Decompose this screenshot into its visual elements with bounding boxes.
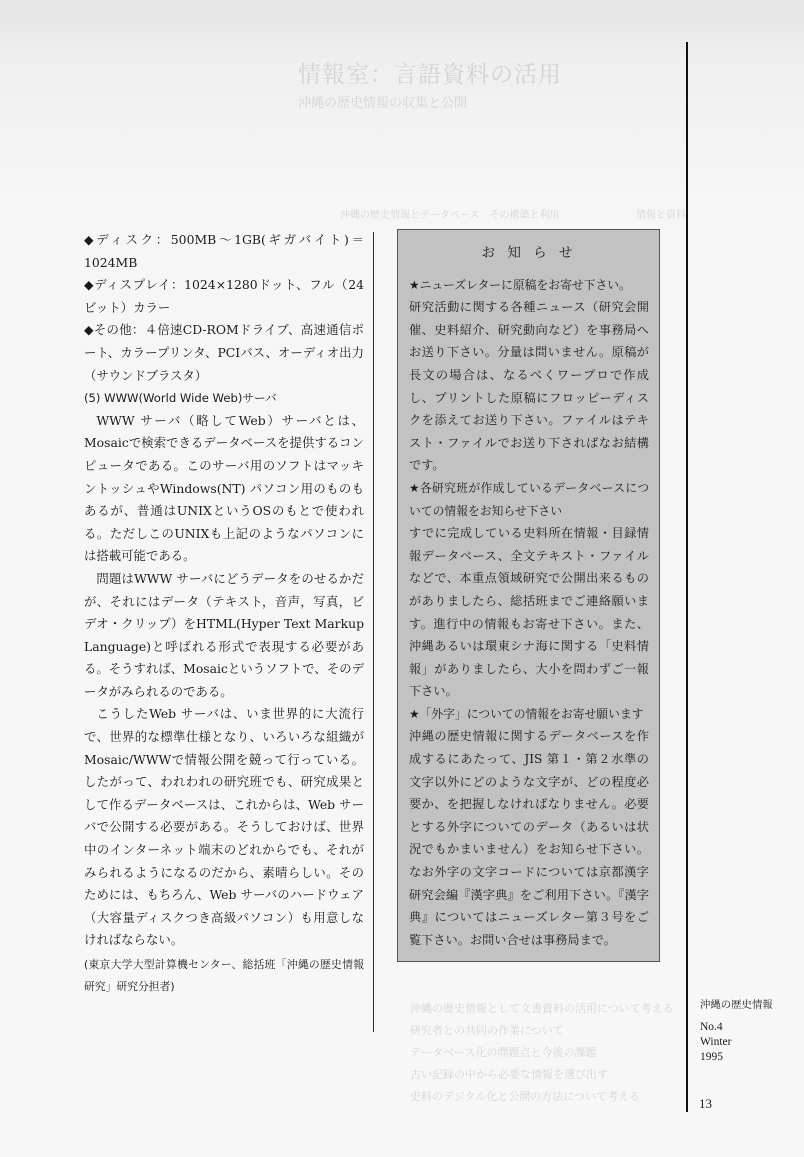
notice-paragraph: すでに完成している史料所在情報・目録情報データベース、全文テキスト・ファイルなどで、本重点領域研究で公開出来るものがありましたら、総括班までご連絡願います。進行中の情報もお寄せ下さい。また、沖縄あるいは環東シナ海に関する「史料情報」がありましたら、大小を問わずご一報下さい。 [409, 526, 649, 699]
ghost-subheading: 沖縄の歴史情報の収集と公開 [298, 96, 468, 111]
notice-heading: ★「外字」についての情報をお寄せ願います [409, 706, 644, 721]
notice-paragraph: 沖縄の歴史情報に関するデータベースを作成するにあたって、JIS 第１・第２水準の文字以外にどのような文字が、どの程度必要か、を把握しなければなりません。必要とする外字についてのデータ（あるいは状況でもかまいません）をお知らせ下さい。なお外字の文字コードについては京都漢字研究会編『漢字典』をご利用下さい。『漢字典』についてはニューズレター第３号をご覧下さい。お問い合せは事務局まで。 [409, 729, 649, 947]
spec-disk: ◆ディスク：500MB～1GB(ギガバイト)＝1024MB [84, 232, 364, 270]
ghost-line: 古い記録の中から必要な情報を選び出す [410, 1068, 608, 1081]
ghost-line: 研究者との共同の作業について [410, 1024, 564, 1037]
ghost-line: 沖縄の歴史情報とデータベース その構築と利用 [340, 210, 560, 221]
notice-paragraph: 研究活動に関する各種ニュース（研究会開催、史料紹介、研究動向など）を事務局へお送り下さい。分量は問いません。原稿が長文の場合は、なるべくワープロで作成し、プリントした原稿にフロッピーディスクを添えてお送り下さい。ファイルはテキスト・ファイルでお送り下さればなお結構です。 [409, 300, 649, 473]
page-number: 13 [699, 1096, 712, 1111]
section-heading: (5) WWW(World Wide Web)サーバ [84, 391, 277, 406]
notice-title: お 知 ら せ [481, 245, 577, 261]
publication-title: 沖縄の歴史情報 [700, 999, 773, 1011]
issue-number: No.4 [700, 1021, 723, 1033]
issue-info [700, 1020, 731, 1065]
ghost-line: 沖縄の歴史情報として文書資料の活用について考える [410, 1002, 674, 1015]
column-divider [373, 232, 374, 1032]
notice-heading: ★各研究班が作成しているデータベースについての情報をお知らせ下さい [409, 480, 649, 518]
margin-rule [686, 42, 688, 1112]
ghost-line: 史料のデジタル化と公開の方法について考える [410, 1090, 641, 1103]
ghost-heading: 情報室：言語資料の活用 [298, 62, 562, 88]
paragraph: WWW サーバ（略してWeb）サーバとは、Mosaicで検索できるデータベースを提供するコンピュータである。このサーバ用のソフトはマッキントッシュやWindows(NT) パソコン用のものもあるが、普通はUNIXというOSのもとで使われる。ただしこのUNIXも上記のようなパソコンには搭載可能である。 [84, 412, 364, 564]
issue-season: Winter [700, 1036, 732, 1048]
spec-display: ◆ディスプレイ：1024×1280ドット、フル（24ビット）カラー [84, 277, 364, 315]
author-credit: (東京大学大型計算機センター、総括班「沖縄の歴史情報研究」研究分担者) [84, 958, 364, 993]
issue-year: 1995 [700, 1051, 723, 1063]
paragraph: 問題はWWW サーバにどうデータをのせるかだが、それにはデータ（テキスト，音声，写真，ビデオ・クリップ）をHTML(Hyper Text Markup Language)と呼ばれる形式で表現する必要がある。そうすれば、Mosaicというソフトで、そのデータがみられるのである。 [84, 570, 364, 699]
article-column [84, 229, 364, 998]
ghost-line: 情報と資料 [636, 210, 686, 221]
ghost-line: データベース化の問題点と今後の課題 [410, 1046, 597, 1059]
notice-heading: ★ニューズレターに原稿をお寄せ下さい。 [409, 277, 631, 292]
paragraph: こうしたWeb サーバは、いま世界的に大流行で、世界的な標準仕様となり、いろいろな組織がMosaic/WWWで情報公開を競って行っている。したがって、われわれの研究班でも、研究成果として作るデータベースは、これからは、Web サーバで公開する必要がある。そうしておけば、世界中のインターネット端末のどれからでも、それがみられるようになるのだから、素晴らしい。そのためには、もちろん、Web サーバのハードウェア（大容量ディスクつき高級パソコン）も用意しなければならない。 [84, 706, 364, 948]
notice-box [397, 229, 660, 962]
spec-other: ◆その他：４倍速CD-ROMドライブ、高速通信ポート、カラープリンタ、PCIバス、オーディオ出力（サウンドブラスタ） [84, 322, 364, 383]
